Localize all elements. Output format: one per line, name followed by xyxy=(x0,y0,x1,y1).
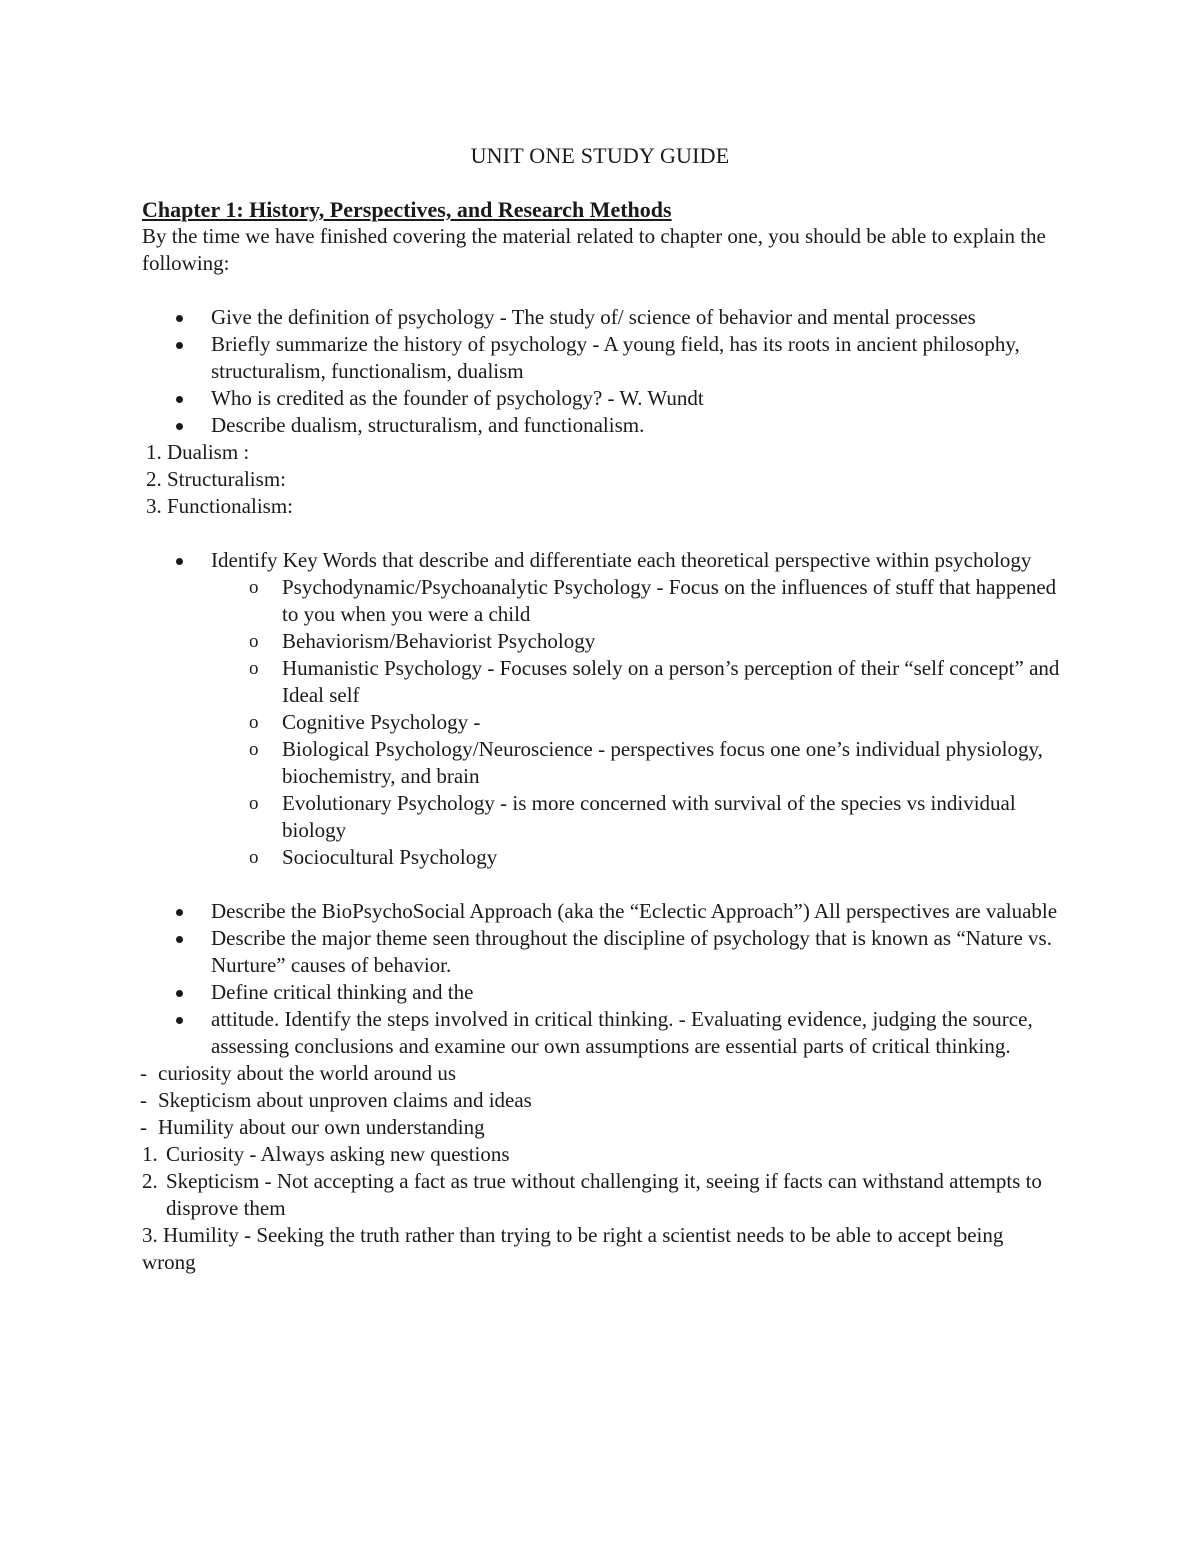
list-item: 1. Dualism : xyxy=(146,440,250,464)
list-item: Who is credited as the founder of psychology? - W. Wundt xyxy=(142,385,1062,412)
numbered-list-attitudes xyxy=(142,1141,1062,1222)
list-item: o Behaviorism/Behaviorist Psychology xyxy=(142,628,1062,655)
list-item: - curiosity about the world around us xyxy=(140,1060,1062,1087)
list-item-text: Skepticism - Not accepting a fact as true without challenging it, seeing if facts can withstand attempts to disprove them xyxy=(166,1169,1042,1220)
spacer xyxy=(142,520,1062,547)
list-item: 2. Structuralism: xyxy=(146,467,286,491)
list-item: Describe the BioPsychoSocial Approach (aka the “Eclectic Approach”) All perspectives are valuable xyxy=(142,898,1062,925)
bullet-list-objectives xyxy=(142,304,1062,439)
chapter-heading: Chapter 1: History, Perspectives, and Research Methods xyxy=(142,197,672,222)
list-number: 1. xyxy=(142,1142,158,1166)
numbered-list-schools xyxy=(142,439,1062,520)
bullet-list-themes xyxy=(142,898,1062,1060)
list-item: attitude. Identify the steps involved in critical thinking. - Evaluating evidence, judging the source, assessing conclusions and examine our own assumptions are essential parts of critical thinking. xyxy=(142,1006,1062,1060)
list-item-label: Identify Key Words that describe and differentiate each theoretical perspective within psychology xyxy=(211,548,1032,572)
list-item: o Sociocultural Psychology xyxy=(142,844,1062,871)
list-item xyxy=(142,1141,1062,1168)
list-item: o Evolutionary Psychology - is more concerned with survival of the species vs individual biology xyxy=(142,790,1062,844)
list-item: - Skepticism about unproven claims and ideas xyxy=(140,1087,1062,1114)
page-title: UNIT ONE STUDY GUIDE xyxy=(470,143,730,168)
list-item xyxy=(142,547,1062,871)
sub-list-perspectives xyxy=(211,574,1062,871)
list-item: - Humility about our own understanding xyxy=(140,1114,1062,1141)
list-item xyxy=(142,1168,1062,1222)
list-item: o Biological Psychology/Neuroscience - perspectives focus one one’s individual physiology, biochemistry, and brain xyxy=(142,736,1062,790)
list-number: 2. xyxy=(142,1169,158,1193)
list-item: Describe the major theme seen throughout the discipline of psychology that is known as “Nature vs. Nurture” causes of behavior. xyxy=(142,925,1062,979)
final-paragraph: 3. Humility - Seeking the truth rather than trying to be right a scientist needs to be able to accept being wrong xyxy=(142,1223,1004,1274)
spacer xyxy=(142,871,1062,898)
list-item: o Cognitive Psychology - xyxy=(142,709,1062,736)
list-item: Briefly summarize the history of psychology - A young field, has its roots in ancient philosophy, structuralism, functionalism, dualism xyxy=(142,331,1062,385)
list-item: 3. Functionalism: xyxy=(146,494,293,518)
list-item: Describe dualism, structuralism, and functionalism. xyxy=(142,412,1062,439)
bullet-list-perspectives xyxy=(142,547,1062,871)
dash-list-attitudes xyxy=(140,1060,1062,1141)
list-item: Define critical thinking and the xyxy=(142,979,1062,1006)
list-item: o Humanistic Psychology - Focuses solely on a person’s perception of their “self concept” and Ideal self xyxy=(142,655,1062,709)
document-body xyxy=(142,196,1062,1276)
list-item: Give the definition of psychology - The study of/ science of behavior and mental processes xyxy=(142,304,1062,331)
list-item-text: Curiosity - Always asking new questions xyxy=(166,1142,510,1166)
intro-paragraph: By the time we have finished covering the material related to chapter one, you should be able to explain the following: xyxy=(142,224,1046,275)
list-item: o Psychodynamic/Psychoanalytic Psychology - Focus on the influences of stuff that happened to you when you were a child xyxy=(142,574,1062,628)
